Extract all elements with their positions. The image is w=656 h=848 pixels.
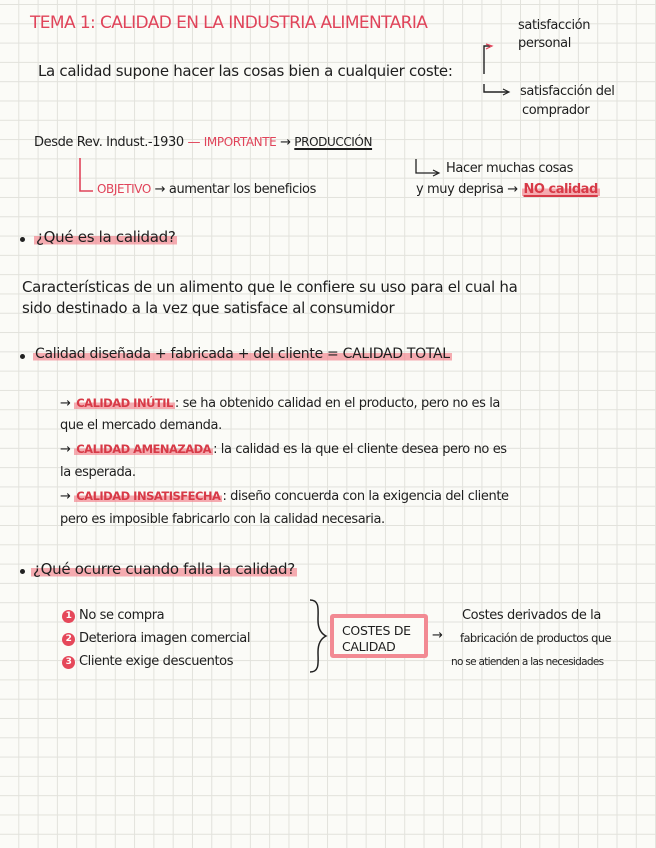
result-line-2: fabricación de productos que: [460, 631, 611, 645]
consequence-text: Deteriora imagen comercial: [79, 631, 251, 646]
question-text: ¿Qué ocurre cuando falla la calidad?: [33, 560, 295, 578]
produccion-label: PRODUCCIÓN: [294, 135, 373, 149]
box-line-1: COSTES DE: [342, 623, 411, 638]
intro-text: La calidad supone hacer las cosas bien a cualquier coste:: [38, 62, 453, 80]
arrow-icon: —: [187, 135, 201, 150]
arrow-icon: →: [507, 182, 522, 197]
insatisfecha-line-2: pero es imposible fabricarlo con la calidad necesaria.: [60, 512, 385, 527]
result-line-1: Costes derivados de la: [462, 608, 601, 623]
box-line-2: CALIDAD: [342, 639, 396, 654]
amenazada-label: CALIDAD AMENAZADA: [76, 442, 212, 456]
no-calidad-label: NO calidad: [523, 182, 598, 197]
result-line-3: no se atienden a las necesidades: [451, 656, 604, 668]
arrow-icon: →: [60, 396, 75, 411]
answer-line-2: sido destinado a la vez que satisface al consumidor: [22, 299, 395, 317]
history-date: Desde Rev. Indust.-1930: [34, 135, 184, 150]
consequence-item-1: [62, 609, 164, 624]
amenazada-text: : la calidad es la que el cliente desea pero no es: [213, 442, 507, 457]
inutil-label: CALIDAD INÚTIL: [76, 396, 173, 410]
hacer-deprisa: y muy deprisa: [416, 182, 504, 197]
number-badge-icon: 3: [62, 656, 75, 669]
amenazada-line-1: [60, 443, 507, 458]
inutil-line-1: [60, 397, 500, 412]
hacer-line-1: Hacer muchas cosas: [446, 161, 573, 176]
calidad-total-equation: [33, 346, 452, 362]
page-title: TEMA 1: CALIDAD EN LA INDUSTRIA ALIMENTARIA: [30, 13, 428, 33]
branch-personal-1: satisfacción: [518, 18, 591, 33]
consequence-text: Cliente exige descuentos: [79, 654, 234, 669]
question-falla-calidad: [31, 561, 297, 578]
consequence-text: No se compra: [79, 608, 165, 623]
costes-calidad-box: [330, 614, 428, 658]
branch-comprador-2: comprador: [522, 103, 590, 118]
bullet-icon: [20, 569, 25, 574]
bullet-icon: [20, 354, 25, 359]
number-badge-icon: 1: [62, 610, 75, 623]
equation-text: Calidad diseñada + fabricada + del cliente = CALIDAD TOTAL: [35, 346, 450, 362]
branch-comprador-1: satisfacción del: [520, 84, 615, 99]
insatisfecha-line-1: [60, 490, 509, 505]
aumentar-text: aumentar los beneficios: [168, 182, 316, 197]
consequence-item-3: [62, 655, 233, 670]
arrow-icon: →: [432, 628, 443, 643]
question-que-es-calidad: [34, 229, 177, 246]
inutil-text: : se ha obtenido calidad en el producto, pero no es la: [174, 396, 500, 411]
number-badge-icon: 2: [62, 633, 75, 646]
inutil-line-2: que el mercado demanda.: [60, 418, 222, 433]
question-text: ¿Qué es la calidad?: [36, 228, 176, 246]
arrow-icon: →: [280, 135, 291, 150]
objetivo-label: OBJETIVO: [97, 182, 151, 196]
consequence-item-2: [62, 632, 250, 647]
amenazada-line-2: la esperada.: [60, 465, 136, 480]
arrow-icon: →: [154, 182, 169, 197]
importante-label: IMPORTANTE: [203, 135, 277, 149]
arrow-icon: →: [60, 489, 75, 504]
history-line: [34, 136, 372, 151]
answer-line-1: Características de un alimento que le confiere su uso para el cual ha: [22, 278, 518, 296]
insatisfecha-text: : diseño concuerda con la exigencia del cliente: [222, 489, 509, 504]
bullet-icon: [20, 237, 25, 242]
insatisfecha-label: CALIDAD INSATISFECHA: [76, 489, 221, 503]
hacer-line-2: [416, 183, 600, 198]
arrow-icon: →: [60, 442, 75, 457]
branch-personal-2: personal: [518, 36, 571, 51]
objetivo-line: [97, 183, 316, 198]
